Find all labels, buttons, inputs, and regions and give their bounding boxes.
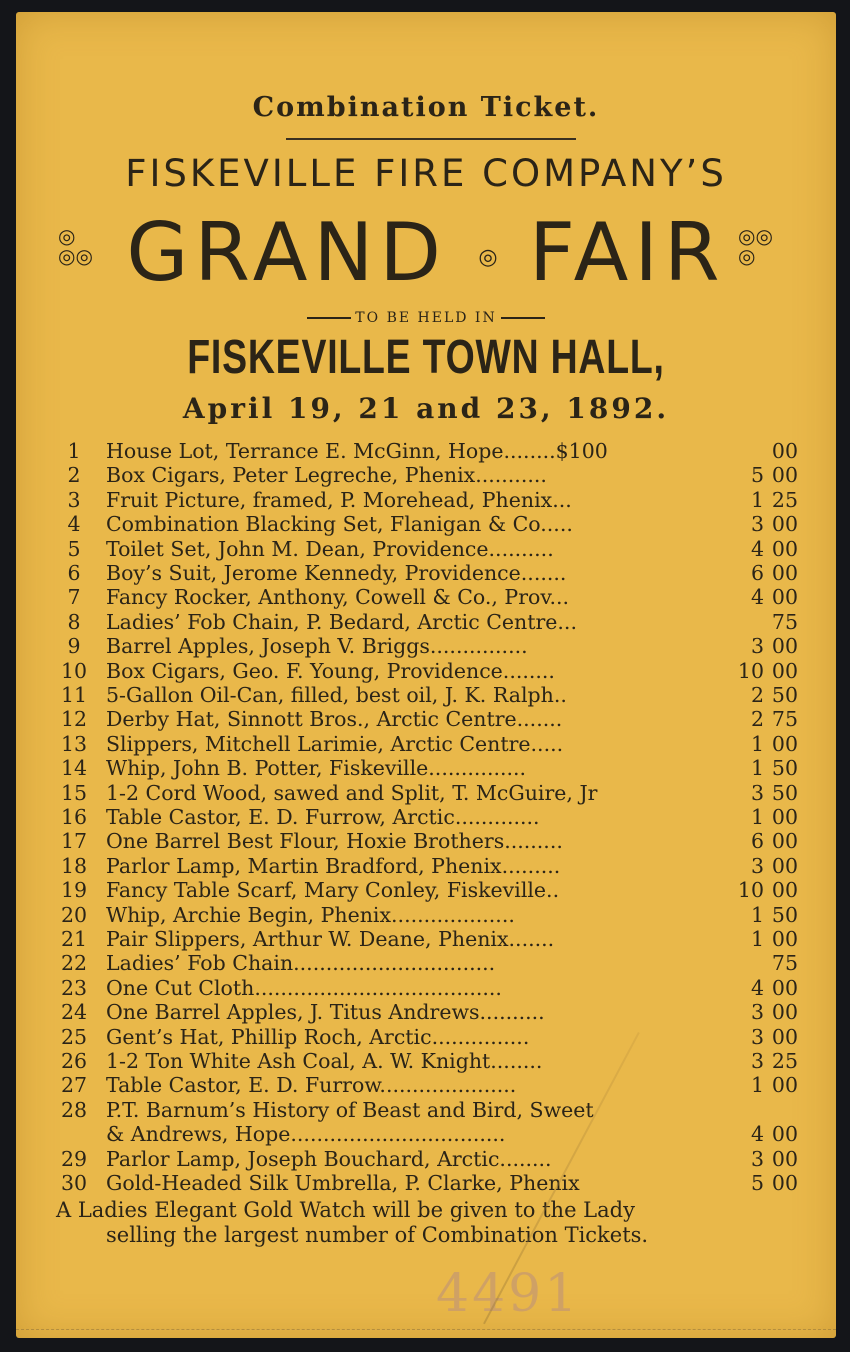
prize-cents: 75	[771, 609, 798, 634]
prize-number: 17	[60, 829, 88, 854]
prize-dollars: 4	[750, 975, 764, 1000]
prize-cents: 75	[771, 951, 798, 976]
prize-row	[16, 1171, 836, 1195]
prize-description: Table Castor, E. D. Furrow, Arctic.............	[106, 805, 540, 829]
prize-description: P.T. Barnum’s History of Beast and Bird, Sweet	[106, 1097, 594, 1122]
prize-description: 1-2 Ton White Ash Coal, A. W. Knight........	[106, 1049, 543, 1073]
prize-number: 21	[60, 927, 88, 951]
prize-description: Parlor Lamp, Joseph Bouchard, Arctic........	[106, 1146, 552, 1171]
prize-description: One Cut Cloth......................................	[106, 975, 502, 1000]
prize-row	[16, 781, 836, 805]
fair-word: FAIR	[529, 206, 726, 299]
prize-row	[16, 707, 836, 731]
prize-number: 8	[67, 609, 81, 634]
prize-description: & Andrews, Hope.................................	[106, 1122, 506, 1147]
prize-number: 6	[67, 561, 81, 585]
prize-dollars: 3	[750, 1049, 764, 1073]
prize-dollars: 5	[750, 463, 764, 488]
prize-description: House Lot, Terrance E. McGinn, Hope........$100	[106, 439, 608, 463]
prize-number: 7	[67, 585, 81, 610]
prize-cents: 00	[771, 439, 798, 463]
prize-dollars: 3	[750, 1146, 764, 1171]
prize-cents: 00	[771, 585, 798, 610]
prize-row	[16, 854, 836, 878]
prize-number: 14	[60, 756, 88, 781]
prize-dollars: 3	[750, 780, 764, 805]
prize-dollars: 3	[750, 853, 764, 878]
prize-description: 5-Gallon Oil-Can, filled, best oil, J. K. Ralph..	[106, 683, 567, 707]
prize-cents: 00	[771, 1024, 798, 1049]
prize-row	[16, 488, 836, 512]
prize-row	[16, 1049, 836, 1073]
prize-cents: 00	[771, 829, 798, 854]
prize-cents: 50	[771, 902, 798, 927]
prize-row	[16, 951, 836, 975]
prize-dollars: 2	[750, 707, 764, 732]
prize-cents: 00	[771, 1073, 798, 1098]
grand-word: GRAND	[126, 206, 447, 299]
prize-cents: 00	[771, 512, 798, 537]
right-ornament-icon: ◎◎ ◎	[738, 224, 773, 268]
prize-row	[16, 903, 836, 927]
prize-dollars: 1	[750, 756, 764, 781]
prize-number: 9	[67, 634, 81, 659]
prize-description: Box Cigars, Peter Legreche, Phenix...........	[106, 463, 547, 488]
ticket-type-heading: Combination Ticket.	[252, 92, 600, 123]
prize-cents: 25	[771, 1049, 798, 1073]
prize-dollars: 3	[750, 512, 764, 537]
prize-cents: 00	[771, 634, 798, 659]
combination-ticket	[16, 12, 836, 1338]
prize-dollars: 6	[750, 561, 764, 585]
prize-row	[16, 659, 836, 683]
prize-number: 19	[60, 878, 88, 903]
prize-cents: 00	[771, 927, 798, 951]
prize-number: 11	[60, 683, 88, 707]
prize-description: Fancy Rocker, Anthony, Cowell & Co., Prov...	[106, 585, 570, 610]
prize-description: Whip, John B. Potter, Fiskeville...............	[106, 756, 527, 781]
prize-dollars: 5	[750, 1171, 764, 1195]
prize-number: 27	[60, 1073, 88, 1098]
prize-row	[16, 1098, 836, 1122]
serial-number: 4491	[436, 1264, 581, 1324]
prize-cents: 75	[771, 707, 798, 732]
prize-dollars: 3	[750, 634, 764, 659]
prize-row	[16, 537, 836, 561]
prize-number: 13	[60, 731, 88, 756]
prize-description: Ladies’ Fob Chain, P. Bedard, Arctic Centre...	[106, 609, 577, 634]
prize-number: 25	[60, 1024, 88, 1049]
prize-description: Ladies’ Fob Chain...............................	[106, 951, 496, 976]
prize-dollars: 10	[737, 658, 764, 683]
prize-cents: 00	[771, 1000, 798, 1025]
prize-dollars: 10	[737, 878, 764, 903]
prize-cents: 00	[771, 805, 798, 829]
prize-description: Slippers, Mitchell Larimie, Arctic Centre.....	[106, 731, 564, 756]
footer-line-2: selling the largest number of Combination Tickets.	[106, 1223, 649, 1247]
prize-row	[16, 1147, 836, 1171]
prize-description: Barrel Apples, Joseph V. Briggs...............	[106, 634, 528, 659]
prize-description: Gent’s Hat, Phillip Roch, Arctic...............	[106, 1024, 530, 1049]
prize-cents: 00	[771, 731, 798, 756]
prize-row	[16, 683, 836, 707]
prize-description: Fruit Picture, framed, P. Morehead, Phenix...	[106, 487, 572, 512]
divider-rule	[286, 138, 576, 140]
prize-description: Whip, Archie Begin, Phenix...................	[106, 902, 515, 927]
prize-description: Toilet Set, John M. Dean, Providence..........	[106, 536, 554, 561]
prize-cents: 00	[771, 975, 798, 1000]
prize-cents: 50	[771, 683, 798, 707]
prize-row	[16, 1025, 836, 1049]
prize-description: One Barrel Apples, J. Titus Andrews..........	[106, 1000, 545, 1025]
prize-row	[16, 976, 836, 1000]
prize-number: 29	[60, 1146, 88, 1171]
prize-row	[16, 1073, 836, 1097]
prize-number: 18	[60, 853, 88, 878]
prize-row	[16, 634, 836, 658]
held-in-text: TO BE HELD IN	[355, 310, 497, 326]
prize-cents: 00	[771, 853, 798, 878]
prize-cents: 50	[771, 756, 798, 781]
prize-dollars: 1	[750, 731, 764, 756]
prize-description: Pair Slippers, Arthur W. Deane, Phenix.......	[106, 927, 555, 951]
prize-number: 12	[60, 707, 88, 732]
prize-number: 1	[67, 439, 81, 463]
prize-description: Gold-Headed Silk Umbrella, P. Clarke, Phenix	[106, 1171, 580, 1195]
prize-cents: 00	[771, 463, 798, 488]
prize-dollars: 1	[750, 805, 764, 829]
prize-description: One Barrel Best Flour, Hoxie Brothers.........	[106, 829, 563, 854]
prize-dollars: 1	[750, 487, 764, 512]
prize-number: 4	[67, 512, 81, 537]
prize-number: 23	[60, 975, 88, 1000]
prize-number: 22	[60, 951, 88, 976]
prize-cents: 25	[771, 487, 798, 512]
footer-line-1: A Ladies Elegant Gold Watch will be given to the Lady	[56, 1198, 635, 1222]
prize-number: 16	[60, 805, 88, 829]
prize-row	[16, 829, 836, 853]
prize-dollars: 1	[750, 902, 764, 927]
prize-row	[16, 585, 836, 609]
prize-cents: 00	[771, 1146, 798, 1171]
prize-description: Combination Blacking Set, Flanigan & Co.....	[106, 512, 573, 537]
prize-number: 30	[60, 1171, 88, 1195]
venue-name: FISKEVILLE TOWN HALL,	[187, 331, 665, 384]
prize-dollars: 4	[750, 536, 764, 561]
held-in-line	[16, 310, 836, 326]
prize-row	[16, 439, 836, 463]
prize-dollars: 3	[750, 1024, 764, 1049]
prize-row	[16, 610, 836, 634]
footer-note	[56, 1198, 816, 1248]
dash-left	[307, 317, 351, 319]
prize-description: Fancy Table Scarf, Mary Conley, Fiskeville..	[106, 878, 560, 903]
prize-number: 5	[67, 536, 81, 561]
perforation-edge	[16, 1329, 836, 1330]
prize-number: 2	[67, 463, 81, 488]
prize-cents: 00	[771, 1171, 798, 1195]
prize-number: 20	[60, 902, 88, 927]
grand-fair-title	[16, 208, 836, 303]
prize-row	[16, 878, 836, 902]
prize-number: 3	[67, 487, 81, 512]
prize-cents: 00	[771, 1122, 798, 1147]
prize-cents: 00	[771, 658, 798, 683]
prize-dollars: 6	[750, 829, 764, 854]
prize-description: Parlor Lamp, Martin Bradford, Phenix.........	[106, 853, 561, 878]
prize-row	[16, 1122, 836, 1146]
prize-number: 24	[60, 1000, 88, 1025]
prize-row	[16, 805, 836, 829]
prize-dollars: 1	[750, 1073, 764, 1098]
center-ornament-icon: ◎	[478, 245, 498, 271]
prize-number: 10	[60, 658, 88, 683]
prize-row	[16, 561, 836, 585]
prize-row	[16, 756, 836, 780]
prize-row	[16, 463, 836, 487]
prize-cents: 00	[771, 536, 798, 561]
prize-number: 26	[60, 1049, 88, 1073]
prize-description: Table Castor, E. D. Furrow.....................	[106, 1073, 517, 1098]
prize-description: Box Cigars, Geo. F. Young, Providence........	[106, 658, 555, 683]
prize-cents: 50	[771, 780, 798, 805]
dash-right	[501, 317, 545, 319]
prize-cents: 00	[771, 561, 798, 585]
prize-description: 1-2 Cord Wood, sawed and Split, T. McGuire, Jr	[106, 780, 598, 805]
prize-cents: 00	[771, 878, 798, 903]
prize-dollars: 4	[750, 585, 764, 610]
prize-dollars: 4	[750, 1122, 764, 1147]
prize-row	[16, 732, 836, 756]
prize-dollars: 3	[750, 1000, 764, 1025]
prize-row	[16, 1000, 836, 1024]
fair-dates: April 19, 21 and 23, 1892.	[182, 392, 670, 425]
prize-number: 28	[60, 1097, 88, 1122]
prize-row	[16, 927, 836, 951]
prize-row	[16, 512, 836, 536]
prize-dollars: 2	[750, 683, 764, 707]
prize-number: 15	[60, 780, 88, 805]
prize-description: Boy’s Suit, Jerome Kennedy, Providence.......	[106, 561, 567, 585]
left-ornament-icon: ◎ ◎◎	[58, 224, 93, 268]
prize-dollars: 1	[750, 927, 764, 951]
company-name: FISKEVILLE FIRE COMPANY’S	[125, 152, 727, 195]
prize-description: Derby Hat, Sinnott Bros., Arctic Centre.......	[106, 707, 563, 732]
